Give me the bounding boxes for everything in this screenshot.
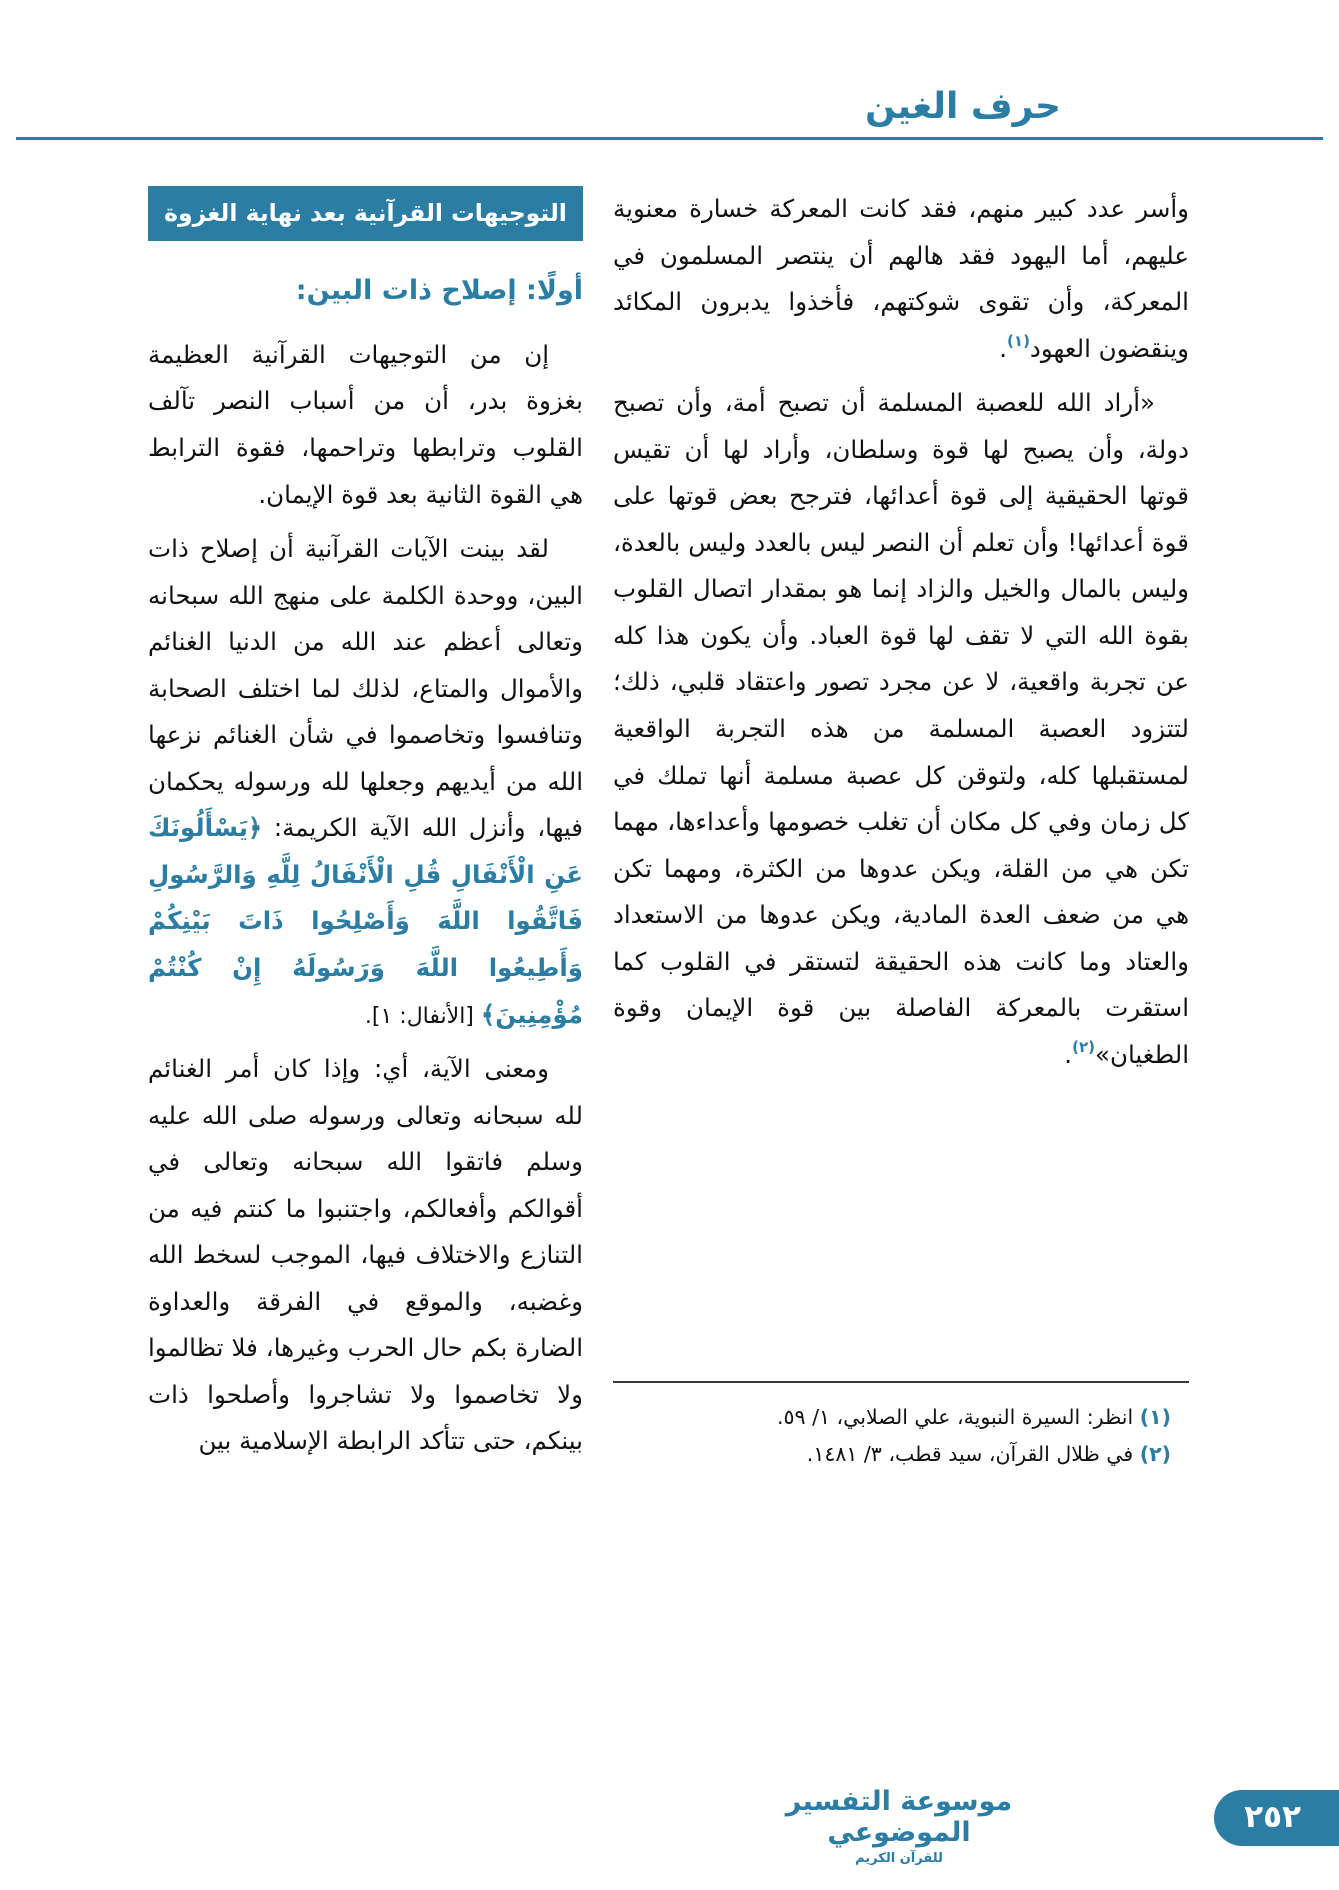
paragraph-with-verse: [148, 526, 583, 1038]
page-number-badge: ٢٥٢: [1214, 1790, 1339, 1846]
paragraph-text: «أراد الله للعصبة المسلمة أن تصبح أمة، وأن تصبح دولة، وأن يصبح لها قوة وسلطان، وأراد لها أن تقيس قوتها الحقيقية إلى قوة أعدائها، فترجح بعض قوتها على قوة أعدائها! وأن تعلم أن النصر ليس بالعدد وليس بالعدة، وليس بالمال والخيل والزاد إنما هو بمقدار اتصال القلوب بقوة الله التي لا تقف لها قوة العباد. وأن يكون هذا كله عن تجربة واقعية، لا عن مجرد تصور واعتقاد قلبي، ذلك؛ لتتزود العصبة المسلمة من هذه التجربة الواقعية لمستقبلها كله، ولتوقن كل عصبة مسلمة أنها تملك في كل زمان وفي كل مكان أن تغلب خصومها وأعداءها، مهما تكن هي من القلة، ويكن عدوها من الكثرة، ومهما تكن هي من ضعف العدة المادية، ويكن عدوها من الاستعداد والعتاد وما كانت هذه الحقيقة لتستقر في القلوب كما استقرت بالمعركة الفاصلة بين قوة الإيمان وقوة الطغيان»: [613, 388, 1189, 1069]
logo-title: موسوعة التفسير الموضوعي: [785, 1785, 1013, 1848]
paragraph-text: وأسر عدد كبير منهم، فقد كانت المعركة خسارة معنوية عليهم، أما اليهود فقد هالهم أن ينتصر المسلمون في المعركة، وأن تقوى شوكتهم، فأخذوا يدبرون المكائد وينقضون العهود: [613, 194, 1189, 363]
logo-subtitle: للقرآن الكريم: [855, 1851, 943, 1866]
footnote-text: انظر: السيرة النبوية، علي الصلابي، ١/ ٥٩.: [777, 1405, 1134, 1430]
paragraph-tail: .: [999, 333, 1008, 363]
footnotes-block: [613, 1371, 1189, 1473]
publisher-logo: [759, 1786, 1039, 1866]
paragraph-text: لقد بينت الآيات القرآنية أن إصلاح ذات البين، ووحدة الكلمة على منهج الله سبحانه وتعالى أعظم عند الله من الدنيا الغنائم والأموال والمتاع، لذلك لما اختلف الصحابة وتنافسوا وتخاصموا في شأن الغنائم نزعها الله من أيديهم وجعلها لله ورسوله يحكمان فيها، وأنزل الله الآية الكريمة:: [148, 534, 583, 843]
paragraph-tail: .: [1064, 1039, 1073, 1069]
right-column: [613, 186, 1189, 1473]
footnote-text: في ظلال القرآن، سيد قطب، ٣/ ١٤٨١.: [806, 1442, 1134, 1467]
page-header: [0, 0, 1339, 127]
footnote-1: [613, 1399, 1189, 1436]
footnote-separator: [613, 1381, 1189, 1383]
section-subheading: أولًا: إصلاح ذات البين:: [295, 274, 583, 306]
footnote-number: (١): [1139, 1405, 1171, 1430]
footnote-marker-1: (١): [1007, 331, 1030, 350]
paragraph: ومعنى الآية، أي: وإذا كان أمر الغنائم لله سبحانه وتعالى ورسوله صلى الله عليه وسلم فاتقوا الله سبحانه وتعالى في أقوالكم وأفعالكم، واجتنبوا ما كنتم فيه من التنازع والاختلاف فيها، الموجب لسخط الله وغضبه، والموقع في الفرقة والعداوة الضارة بكم حال الحرب وغيرها، فلا تظالموا ولا تخاصموا ولا تشاجروا وأصلحوا ذات بينكم، حتى تتأكد الرابطة الإسلامية بين: [148, 1054, 583, 1456]
quoted-paragraph: [613, 380, 1189, 1078]
paragraph-continuation: [613, 186, 1189, 372]
footnote-marker-2: (٢): [1072, 1037, 1095, 1056]
chapter-heading: حرف الغين: [865, 86, 1061, 127]
paragraph: إن من التوجيهات القرآنية العظيمة بغزوة بدر، أن من أسباب النصر تآلف القلوب وترابطها وتراحمها، فقوة الترابط هي القوة الثانية بعد قوة الإيمان.: [148, 339, 583, 509]
quran-verse: ﴿يَسْأَلُونَكَ عَنِ الْأَنْفَالِ قُلِ الْأَنْفَالُ لِلَّهِ وَالرَّسُولِ فَاتَّقُوا اللَّهَ وَأَصْلِحُوا ذَاتَ بَيْنِكُمْ وَأَطِيعُوا اللَّهَ وَرَسُولَهُ إِنْ كُنْتُمْ مُؤْمِنِينَ﴾: [148, 813, 583, 1029]
verse-reference: [الأنفال: ١].: [364, 1003, 481, 1029]
page-body: [0, 140, 1339, 1473]
footnote-2: [613, 1436, 1189, 1473]
footnote-number: (٢): [1139, 1442, 1171, 1467]
left-column: [148, 186, 583, 1473]
section-title-box: التوجيهات القرآنية بعد نهاية الغزوة: [148, 186, 583, 241]
